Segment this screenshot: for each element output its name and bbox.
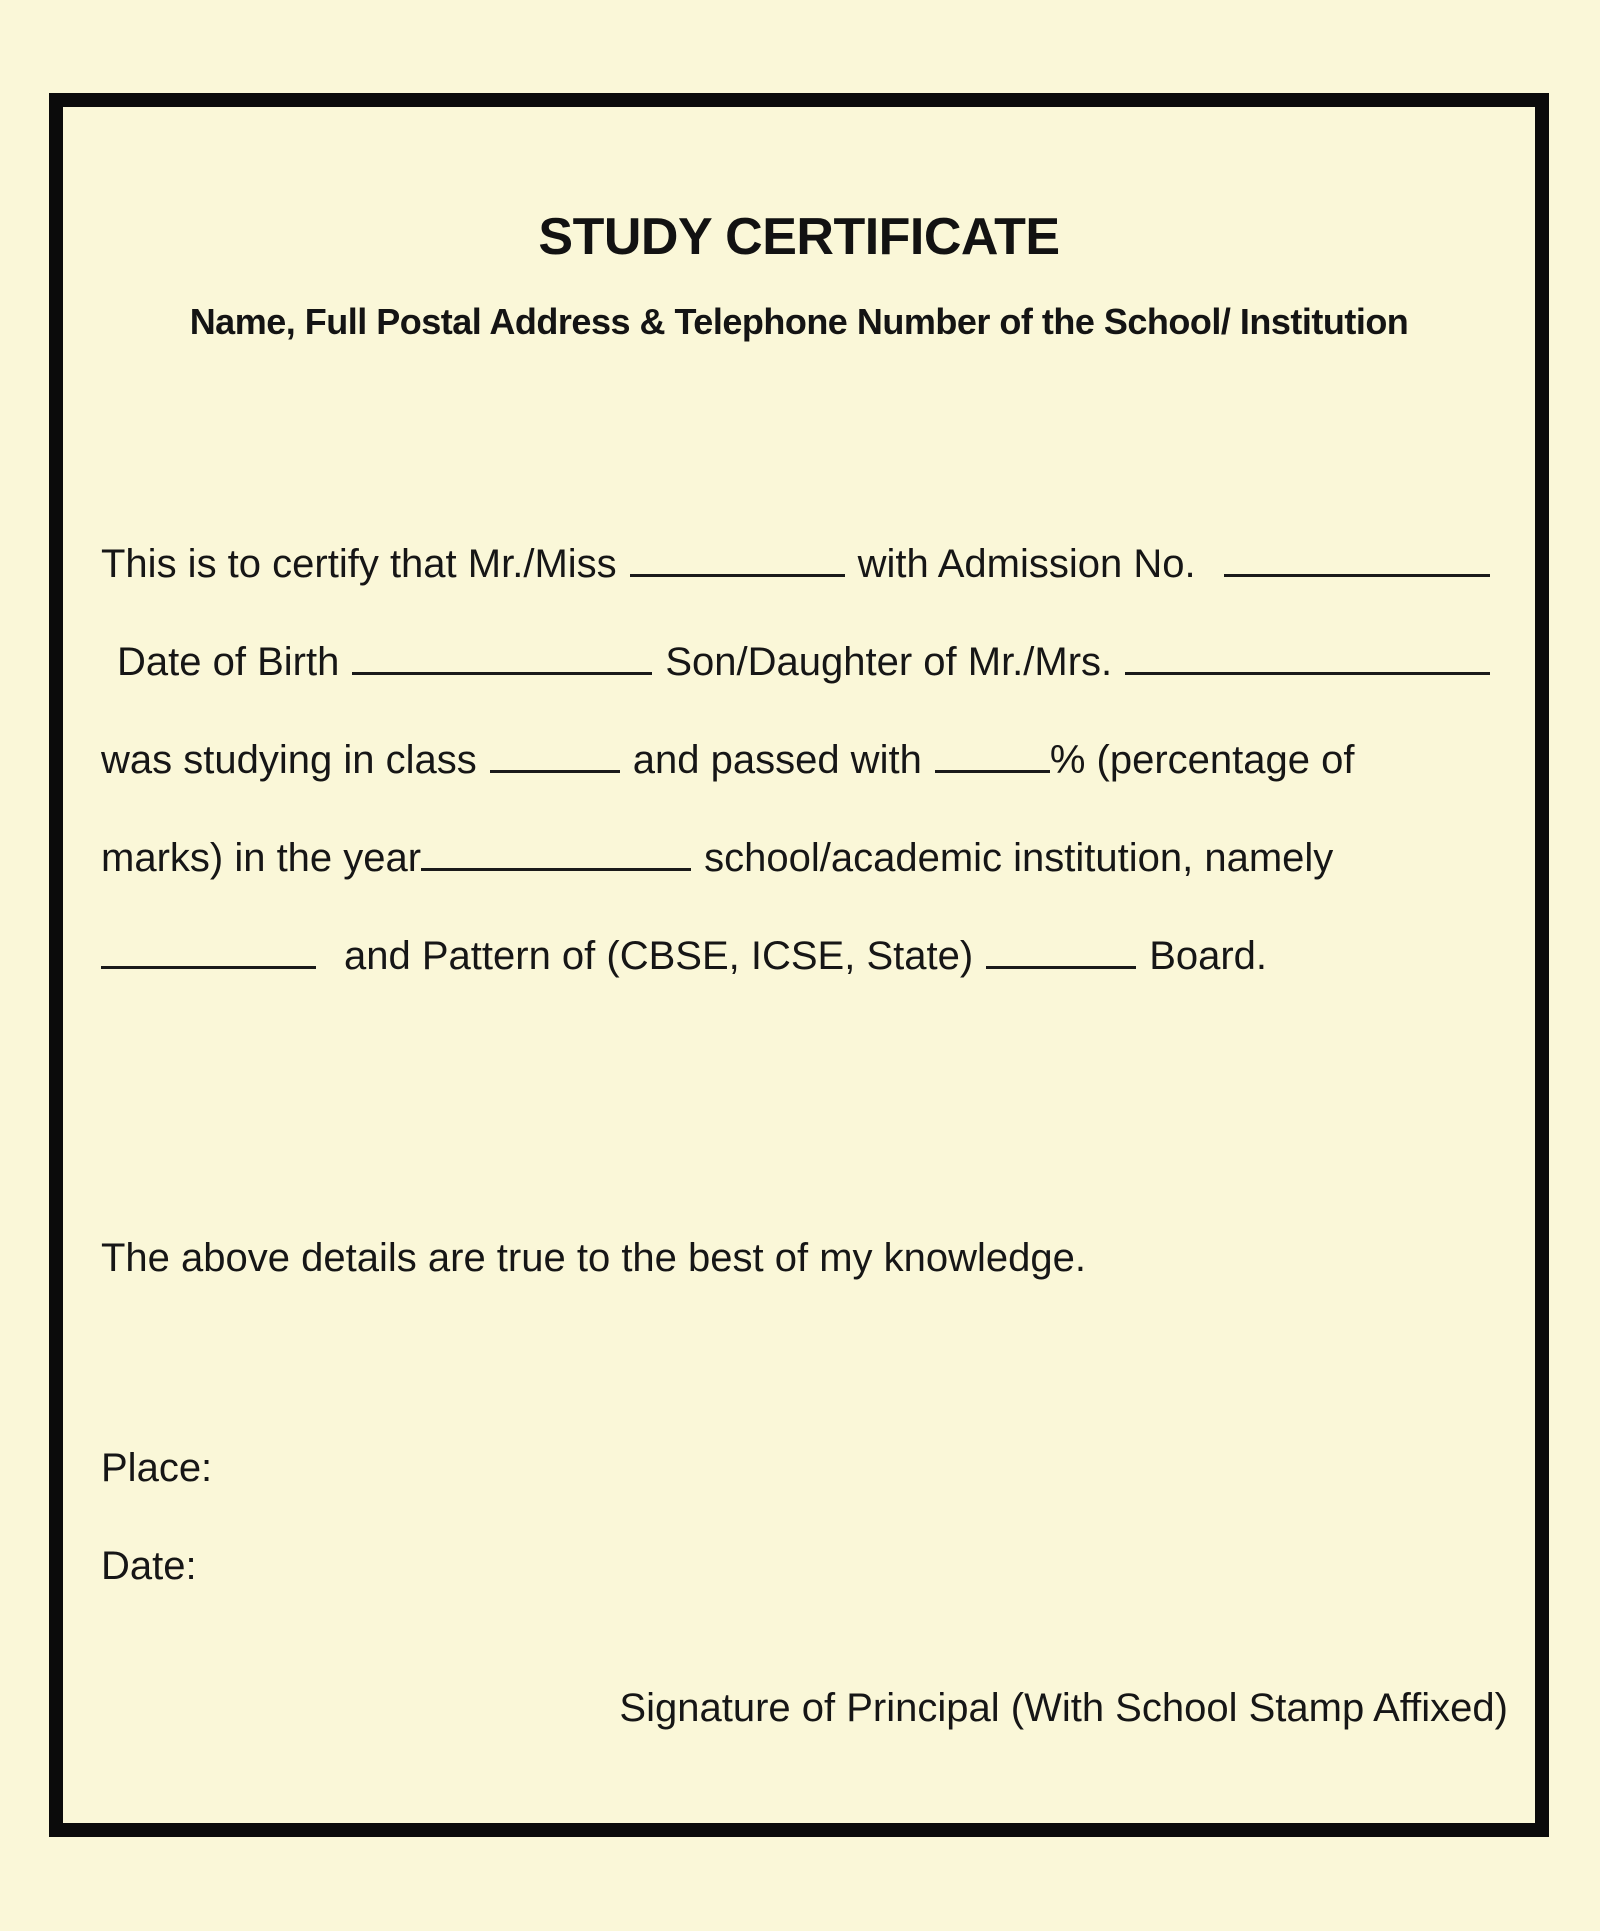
- fill-line-5-text-b: Board.: [1149, 934, 1268, 978]
- date-label: Date:: [101, 1544, 197, 1588]
- fill-line-4-text-a: marks) in the year: [101, 836, 422, 880]
- blank-class: [490, 732, 620, 773]
- fill-line-3-text-b: and passed with: [632, 738, 922, 782]
- fill-line-4-text-b: school/academic institution, namely: [704, 836, 1334, 880]
- fill-line-1-text-a: This is to certify that Mr./Miss: [101, 542, 617, 586]
- fill-line-4: [101, 830, 1490, 884]
- blank-candidate-name: [630, 536, 845, 577]
- fill-line-3: [101, 732, 1490, 786]
- blank-year: [421, 830, 691, 871]
- blank-admission-no: [1224, 536, 1490, 577]
- fill-line-3-text-c: % (percentage of: [1049, 738, 1355, 782]
- declaration-text: The above details are true to the best of my knowledge.: [101, 1236, 1087, 1280]
- place-label: Place:: [101, 1446, 213, 1490]
- fill-line-1: [101, 536, 1490, 590]
- fill-line-3-text-a: was studying in class: [101, 738, 477, 782]
- certificate-title: STUDY CERTIFICATE: [538, 208, 1060, 266]
- blank-institution-name: [101, 928, 316, 969]
- fill-line-5: [101, 928, 1490, 982]
- fill-line-2-text-a: Date of Birth: [117, 640, 340, 684]
- blank-parent-name: [1125, 634, 1490, 675]
- certificate-border-frame: [49, 93, 1549, 1837]
- fill-line-2-text-b: Son/Daughter of Mr./Mrs.: [665, 640, 1113, 684]
- certificate-subtitle: Name, Full Postal Address & Telephone Number of the School/ Institution: [189, 301, 1409, 342]
- signature-caption: Signature of Principal (With School Stamp Affixed): [619, 1686, 1508, 1730]
- fill-line-1-text-b: with Admission No.: [857, 542, 1196, 586]
- fill-line-5-text-a: and Pattern of (CBSE, ICSE, State): [344, 934, 974, 978]
- blank-date-of-birth: [352, 634, 652, 675]
- fill-line-2: [101, 634, 1490, 688]
- blank-percentage: [935, 732, 1050, 773]
- blank-board: [986, 928, 1136, 969]
